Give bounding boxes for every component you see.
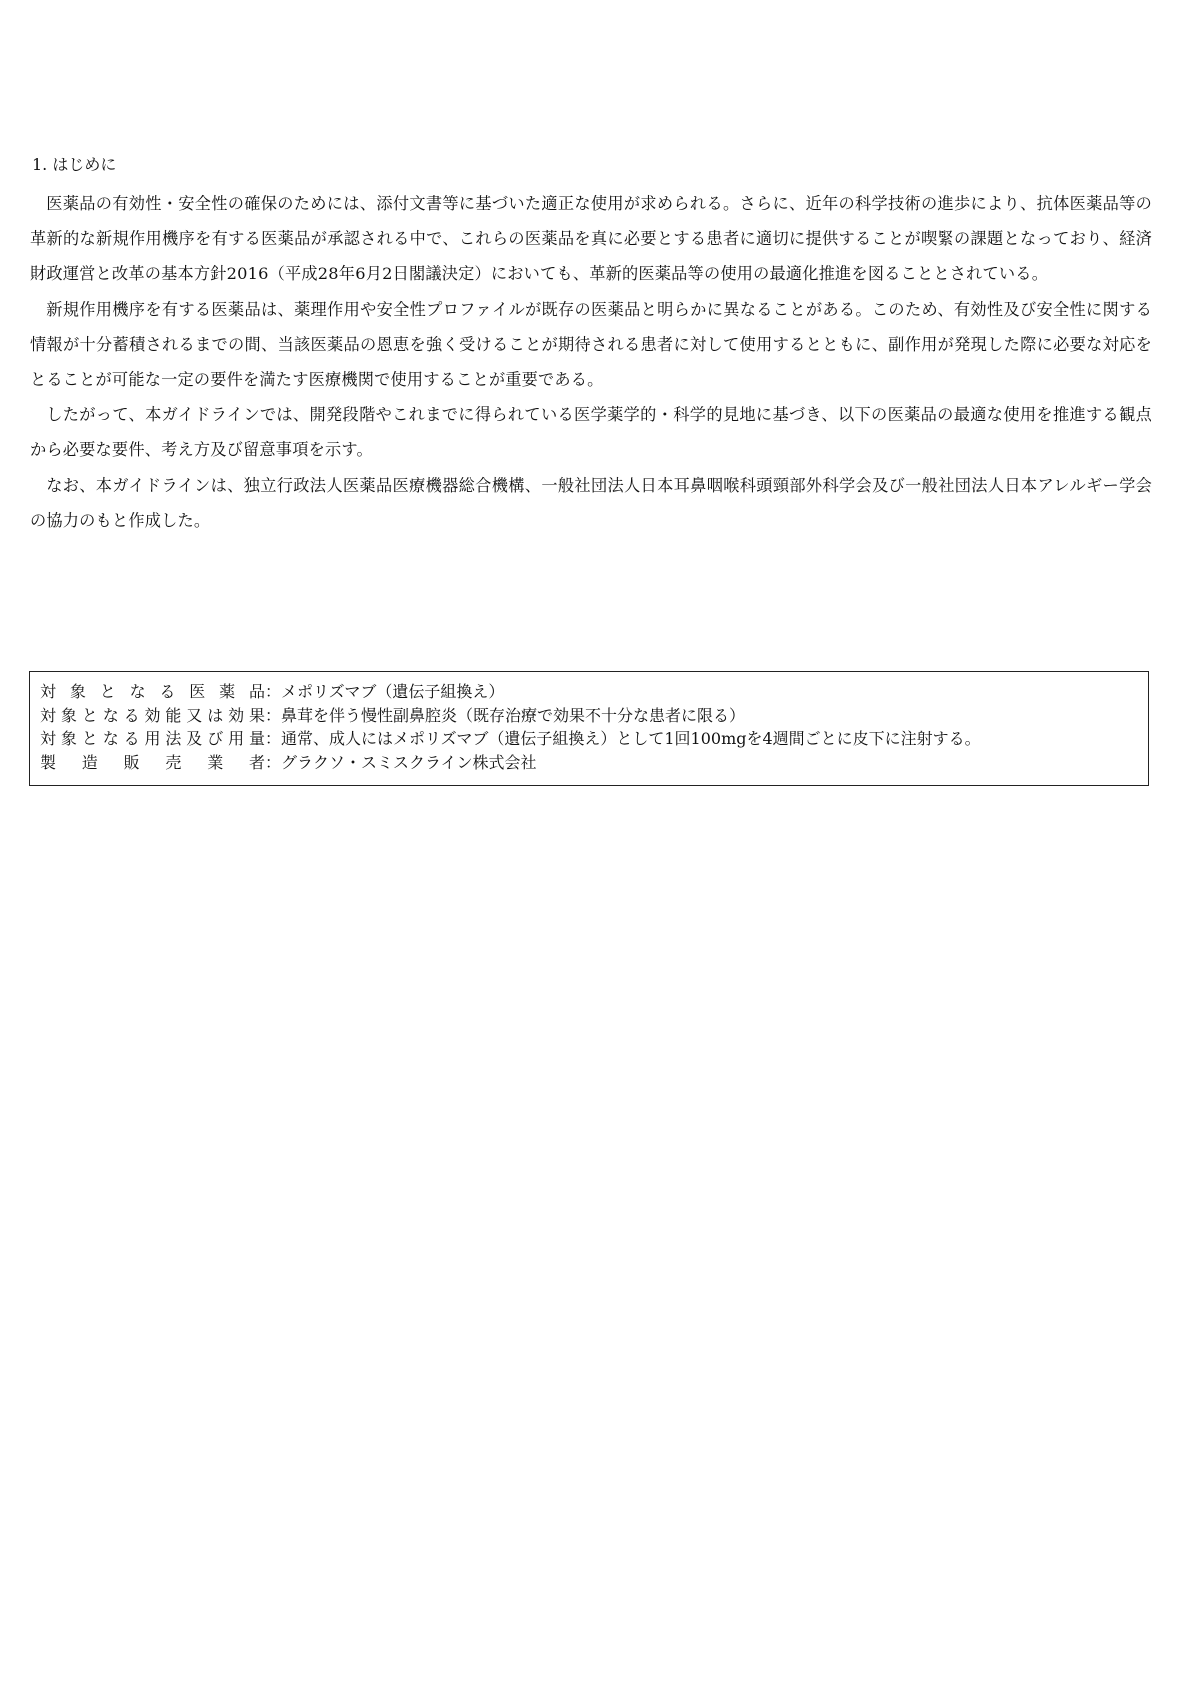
info-row-manufacturer [40,751,1148,775]
info-label: 対象となる用法及び用量 [40,729,265,748]
info-colon: ： [265,682,282,701]
info-value: グラクソ・スミスクライン株式会社 [281,752,537,772]
info-row-indication [40,704,1148,728]
info-label: 対象となる医薬品 [40,682,265,701]
info-label: 対象となる効能又は効果 [40,705,265,725]
info-value: 鼻茸を伴う慢性副鼻腔炎（既存治療で効果不十分な患者に限る） [281,705,746,725]
paragraph-cooperation: なお、本ガイドラインは、独立行政法人医薬品医療機器総合機構、一般社団法人日本耳鼻咽喉科頭頸部外科学会及び一般社団法人日本アレルギー学会の協力のもと作成した。 [30,475,1152,530]
drug-info-box [29,671,1149,786]
section-heading: 1. はじめに [32,155,117,174]
info-row-target-drug [40,680,1148,704]
info-colon: ： [265,705,282,725]
info-colon: ： [265,729,282,748]
info-colon: ： [265,752,282,772]
info-row-dosage [40,727,1148,751]
paragraph-purpose: 医薬品の有効性・安全性の確保のためには、添付文書等に基づいた適正な使用が求められる。さらに、近年の科学技術の進歩により、抗体医薬品等の革新的な新規作用機序を有する医薬品が承認される中で、これらの医薬品を真に必要とする患者に適切に提供することが喫緊の課題となっており、経済財政運営と改革の基本方針2016（平成28年6月2日閣議決定）においても、革新的医薬品等の使用の最適化推進を図ることとされている。 [30,194,1152,284]
paragraph-new-mechanism: 新規作用機序を有する医薬品は、薬理作用や安全性プロファイルが既存の医薬品と明らかに異なることがある。このため、有効性及び安全性に関する情報が十分蓄積されるまでの間、当該医薬品の恩恵を強く受けることが期待される患者に対して使用するとともに、副作用が発現した際に必要な対応をとることが可能な一定の要件を満たす医療機関で使用することが重要である。 [30,299,1152,390]
info-label: 製造販売業者 [40,752,265,772]
introduction-body [30,186,1152,538]
info-value: メポリズマブ（遺伝子組換え） [281,682,505,701]
paragraph-guideline-scope: したがって、本ガイドラインでは、開発段階やこれまでに得られている医学薬学的・科学的見地に基づき、以下の医薬品の最適な使用を推進する観点から必要な要件、考え方及び留意事項を示す。 [30,405,1152,460]
info-value: 通常、成人にはメポリズマブ（遺伝子組換え）として1回100mgを4週間ごとに皮下に注射する。 [281,729,981,748]
